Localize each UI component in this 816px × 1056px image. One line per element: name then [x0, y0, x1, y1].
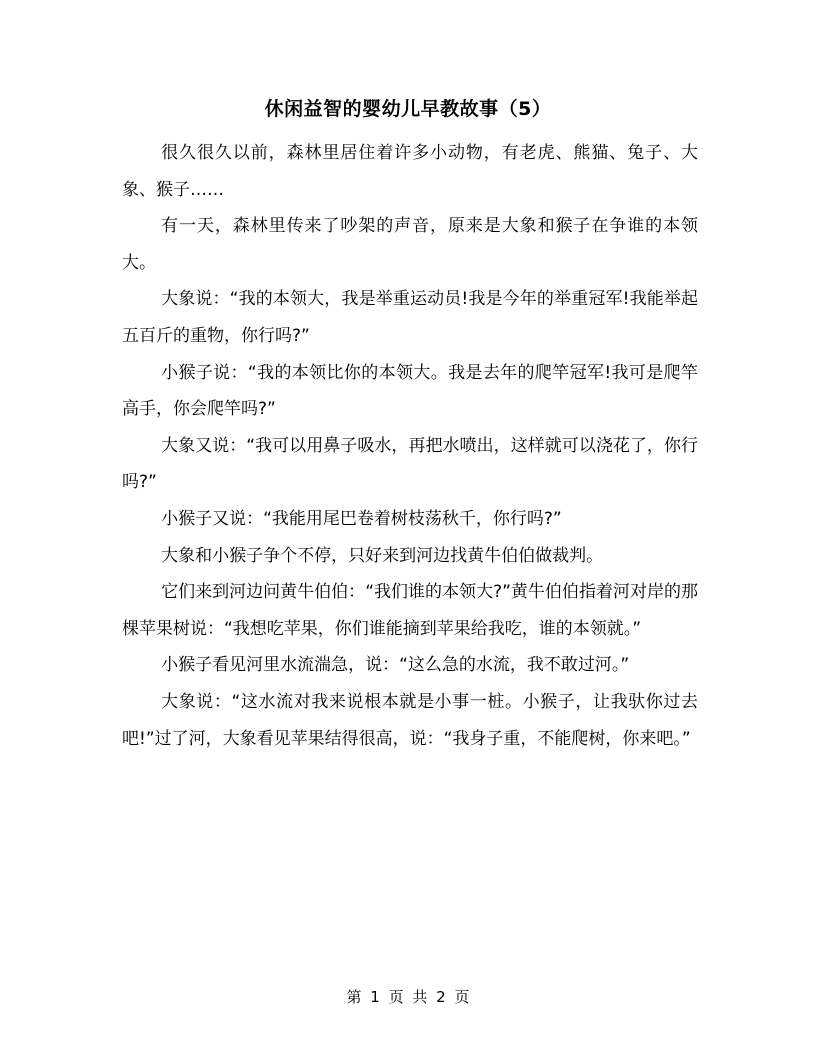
paragraph: 大象说：“我的本领大，我是举重运动员!我是今年的举重冠军!我能举起五百斤的重物，你行吗?” [122, 289, 698, 346]
paragraph: 它们来到河边问黄牛伯伯：“我们谁的本领大?”黄牛伯伯指着河对岸的那棵苹果树说：“我想吃苹果，你们谁能摘到苹果给我吃，谁的本领就。” [122, 582, 698, 639]
story-body [122, 135, 698, 757]
paragraph: 小猴子看见河里水流湍急，说：“这么急的水流，我不敢过河。” [161, 655, 630, 676]
paragraph: 大象和小猴子争个不停，只好来到河边找黄牛伯伯做裁判。 [161, 545, 604, 566]
page-number-footer: 第 1 页 共 2 页 [346, 988, 470, 1006]
paragraph: 大象说：“这水流对我来说根本就是小事一桩。小猴子，让我驮你过去吧!”过了河，大象看见苹果结得很高，说：“我身子重，不能爬树，你来吧。” [122, 691, 698, 749]
paragraph: 大象又说：“我可以用鼻子吸水，再把水喷出，这样就可以浇花了，你行吗?” [122, 435, 698, 493]
paragraph: 很久很久以前，森林里居住着许多小动物，有老虎、熊猫、兔子、大象、猴子…… [122, 143, 698, 200]
paragraph: 有一天，森林里传来了吵架的声音，原来是大象和猴子在争谁的本领大。 [122, 216, 698, 273]
document-title: 休闲益智的婴幼儿早教故事（5） [264, 98, 552, 120]
paragraph: 小猴子又说：“我能用尾巴卷着树枝荡秋千，你行吗?” [161, 508, 562, 529]
paragraph: 小猴子说：“我的本领比你的本领大。我是去年的爬竿冠军!我可是爬竿高手，你会爬竿吗?” [122, 362, 698, 420]
